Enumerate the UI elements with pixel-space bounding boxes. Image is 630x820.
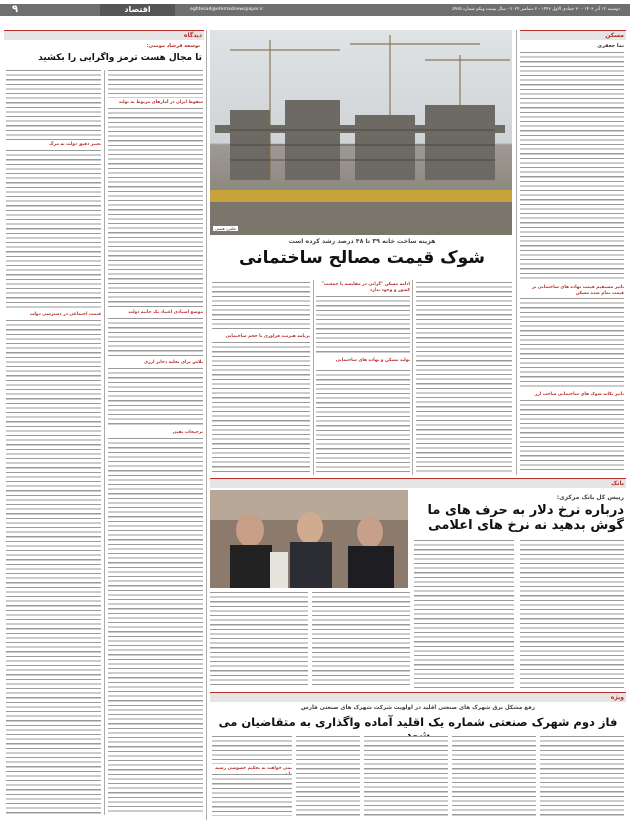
bank-col-3-text [210,592,308,688]
right-col-text-1 [520,52,624,282]
bank-col-2-text [520,540,624,688]
left-subhead-1: سقوط ایران در آمارهای مربوط به تولید [118,100,203,105]
industry-col-5-text [212,736,292,764]
header-dateline: دوشنبه ۱۲ آذر ۱۴۰۳ - ۳۰ جمادی الاول ۱۴۴۶ - ۲ دسامبر ۲۰۲۴ - سال بیست ویکم شماره ۵۹۶۵ [452,7,620,12]
main-right-divider [516,30,517,475]
main-col-3-text [416,282,512,472]
header-email[interactable]: eghtesad@etemadnewspaper.ir [190,7,264,12]
bank-headline: درباره نرخ دلار به حرف های ما گوش بدهید نه نرخ های اعلامی [427,503,624,533]
left-col-b-text-2 [6,150,101,310]
industry-col-1-text [540,736,624,816]
industry-col-4-text [296,736,360,816]
industry-tag: ویژه [610,694,624,701]
industry-col-2-text [452,736,536,816]
right-subhead-1: تاثیر مستقیم قیمت نهاده های ساختمانی بر قیمت تمام شده مسکن [531,285,624,296]
section-title: اقتصاد [124,5,151,14]
main-col-2-text-2 [316,370,410,472]
left-col-b-text-3 [6,320,101,815]
left-col-a-text-2 [108,108,203,308]
right-tag: مسکن [605,32,624,39]
left-col-b-text [6,70,101,140]
main-col-divider-1 [313,280,314,475]
industry-col-5-text-2 [212,774,292,816]
industry-kicker: رفع مشکل برق شهرک های صنعتی اقلید در اولویت شرکت شهرک های صنعتی فارس [301,705,535,711]
right-col-text-2 [520,298,624,390]
construction-site-illustration [210,30,512,235]
left-subhead-3: تلاش برای تخلیه ذخایر ارزی [144,360,203,365]
left-tag: دیدگاه [183,32,202,39]
left-col-a-text-5 [108,438,203,815]
left-author: توسعه فرشاد مومنی: [146,43,200,49]
bank-photo [210,490,408,588]
left-headline: تا مجال هست ترمز واگرایی را بکشید [38,53,202,63]
photo-credit: عکس: هستی [215,226,237,231]
main-col-divider-2 [412,280,413,475]
industry-col-3-text [364,736,448,816]
left-subhead-4: ترجیحات نفتی [172,430,203,435]
officials-photo-illustration [210,490,408,588]
main-subhead-2: برنامه هنرمند فراوری با حجم ساختمانی [225,334,310,339]
main-kicker: هزینه ساخت خانه ۳۹ تا ۴۸ درصد رشد کرده است [288,238,436,245]
bank-kicker: رییس کل بانک مرکزی: [556,494,624,501]
left-column-divider [104,70,105,815]
bank-tag: بانک [611,480,624,487]
main-subhead-3: تولید مسکن و نهاده های ساختمانی [335,358,410,363]
main-headline: شوک قیمت مصالح ساختمانی [239,248,485,268]
right-subhead-2: تاثیر تکانه شوک های ساختمانی ساخت ارز [534,392,624,397]
bank-col-4-text [312,592,410,688]
left-col-a-text-4 [108,368,203,428]
main-col-1-text-2 [212,342,310,472]
right-author: تما جعفری [597,43,624,49]
left-subhead-2: موضع اسنادی اعتیاد تک جانبه دولت [128,310,203,315]
bank-col-1-text [414,540,514,688]
right-col-text-3 [520,400,624,472]
industry-subhead-1: نمی خواهند به تحکیم خصوصی رشته [215,766,292,771]
industry-headline: فاز دوم شهرک صنعتی شماره یک اقلید آماده واگذاری به متقاضیان می [218,715,618,729]
left-col-a-text-3 [108,318,203,358]
main-col-1-text [212,282,310,332]
left-subhead-5: تعبیر دقیق دولت به مرگ [49,142,101,147]
main-subhead-1: ادامه مسکن "گرانی در مقایسه با جمعیت" کشور و وجود ندارد [321,282,410,293]
left-subhead-6: قیمت اجتماعی در دسترسی دولت [29,312,101,317]
left-col-a-text [108,70,203,98]
left-main-divider [206,30,207,820]
page-number: ۹ [12,4,19,15]
main-photo [210,30,512,235]
main-col-2-text [316,296,410,356]
